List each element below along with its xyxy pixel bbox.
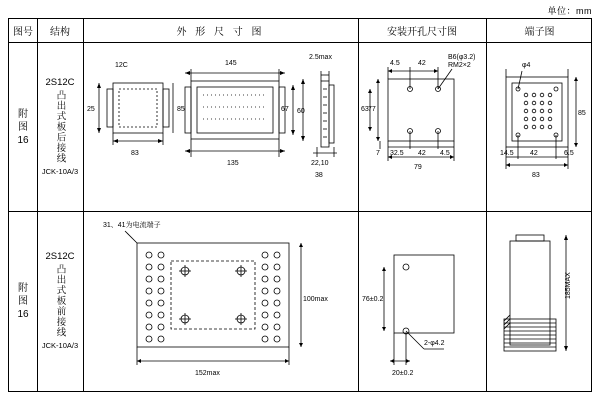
dim-42: 42: [418, 60, 426, 67]
dim-79: 79: [414, 164, 422, 171]
row1-struct-sub: JCK-10A/3: [41, 167, 79, 177]
row-2-structure: [37, 211, 83, 391]
dim-67: 67: [281, 106, 289, 113]
dim-12C: 12C: [115, 62, 128, 69]
row1-struct-code: 2S12C: [45, 76, 75, 88]
dim-4.5b: 4.5: [440, 150, 450, 157]
dim-85t: 85: [578, 110, 586, 117]
dim-145: 145: [225, 60, 237, 67]
dim-42b: 42: [418, 150, 426, 157]
unit-note: 单位：mm: [547, 6, 592, 16]
dim-B6: B6(φ3.2): [448, 54, 476, 61]
divider-v4: [486, 19, 487, 391]
drawing-sheet: [8, 18, 592, 392]
dim-2-phi4.2: 2-φ4.2: [424, 340, 445, 347]
dim-85: 85: [177, 106, 185, 113]
dim-20: 20±0.2: [392, 370, 414, 377]
header-col-struct: 结构: [50, 27, 70, 38]
divider-v3: [358, 19, 359, 391]
dim-77: 77: [368, 106, 376, 113]
row1-label-c2: 图: [18, 121, 28, 133]
row1-label-c3: 16: [17, 134, 29, 146]
row1-struct-text: 凸出式板后接线: [54, 89, 66, 164]
row-2-figure-number: [9, 211, 37, 391]
dim-4.5: 4.5: [390, 60, 400, 67]
dim-76: 76±0.2: [362, 296, 384, 303]
dim-14.5: 14.5: [500, 150, 514, 157]
dim-7: 7: [376, 150, 380, 157]
row2-struct-code: 2S12C: [45, 250, 75, 262]
dim-185max: 185MAX: [565, 272, 572, 299]
dim-6.5: 6.5: [564, 150, 574, 157]
dim-RM2: RM2×2: [448, 62, 471, 69]
row-1-terminal-drawing: [488, 45, 593, 209]
dim-42t: 42: [530, 150, 538, 157]
header-col-outline: 外 形 尺 寸 图: [176, 27, 265, 38]
row-2-terminal-drawing: [488, 215, 593, 389]
row-2-outline-drawing: [85, 215, 356, 389]
divider-h-mid: [9, 211, 591, 212]
row2-struct-sub: JCK-10A/3: [41, 341, 79, 351]
row-1-mounting-drawing: [360, 45, 486, 209]
header-col-no: 图号: [13, 27, 33, 38]
row2-struct-text: 凸出式板前接线: [54, 263, 66, 338]
dim-60: 60: [297, 108, 305, 115]
row1-label-c1: 附: [18, 108, 28, 120]
dim-phi4: φ4: [522, 62, 531, 69]
header-col-terminal: 端子图: [524, 27, 555, 38]
dim-152max: 152max: [195, 370, 220, 377]
note-current-terminals: 31、41为电流端子: [103, 222, 161, 229]
divider-v2: [83, 19, 84, 391]
row-2-mounting-drawing: [360, 215, 486, 389]
dim-83t: 83: [532, 172, 540, 179]
header-col-mount: 安装开孔尺寸图: [387, 27, 457, 38]
dim-22-10: 22,10: [311, 160, 329, 167]
dim-135: 135: [227, 160, 239, 167]
row2-label-c2: 图: [18, 295, 28, 307]
dim-32.5: 32.5: [390, 150, 404, 157]
row2-label-c3: 16: [17, 308, 29, 320]
row-1-figure-number-full: [9, 43, 37, 211]
row-1-outline-drawing: [85, 45, 356, 209]
dim-83: 83: [131, 150, 139, 157]
table-header: [9, 19, 591, 43]
row2-label-c1: 附: [18, 282, 28, 294]
dim-25: 25: [87, 106, 95, 113]
dim-25max: 2.5max: [309, 54, 332, 61]
dim-38: 38: [315, 172, 323, 179]
row-1-structure: [37, 43, 83, 211]
dim-100max: 100max: [303, 296, 328, 303]
dim-63: 63: [361, 106, 369, 113]
